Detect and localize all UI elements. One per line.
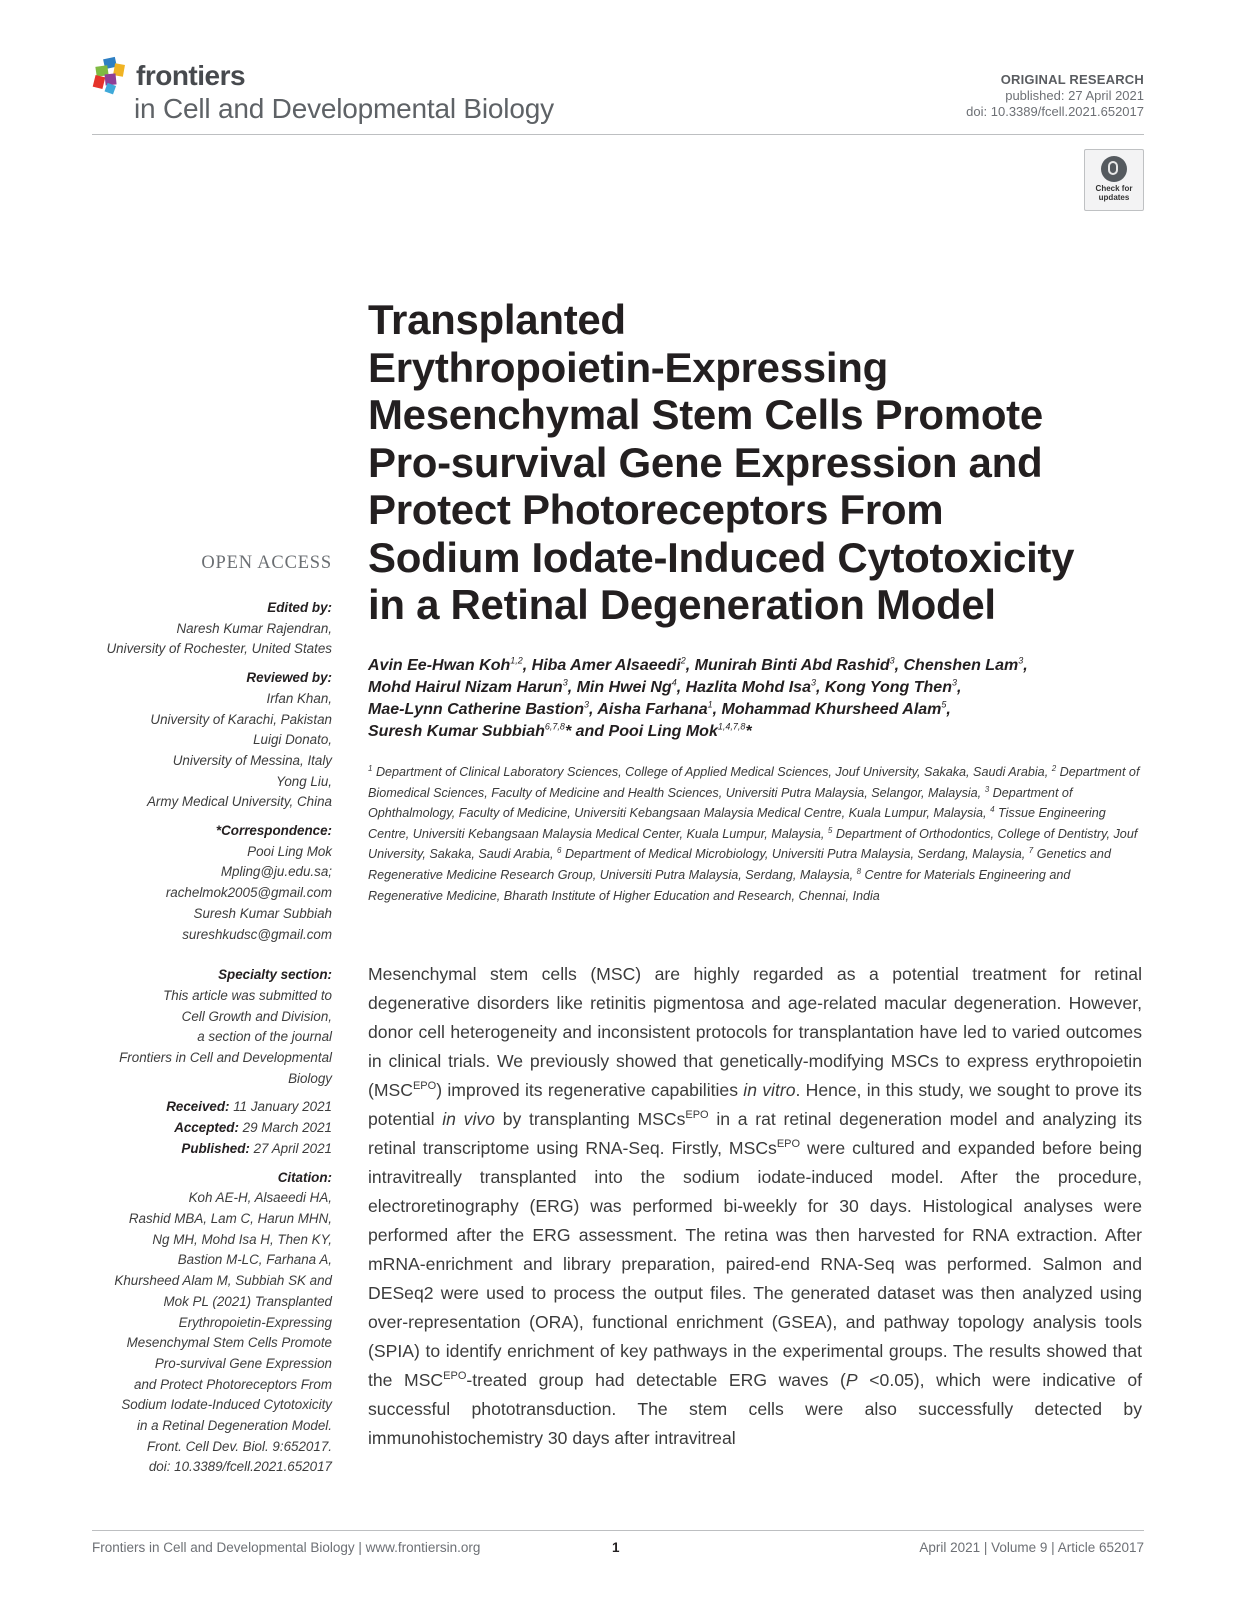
published-value: 27 April 2021 [253, 1140, 332, 1156]
affiliation-text: Department of Orthodontics, College of Dentistry, Jouf University, Sakaka, Saudi Arabia, [368, 826, 1138, 862]
affiliation-number: 7 [1028, 846, 1034, 856]
author-affiliation: 6,7,8 [544, 721, 565, 732]
specialty-line: This article was submitted to [163, 987, 332, 1003]
author-affiliation: 3 [1018, 655, 1024, 666]
citation-doi[interactable]: doi: 10.3389/fcell.2021.652017 [148, 1459, 332, 1475]
author-affiliation: 3 [951, 677, 957, 688]
reviewer-line: Luigi Donato, [253, 732, 332, 748]
page-number: 1 [612, 1540, 620, 1555]
author-separator: , [815, 679, 825, 696]
author-separator: , [956, 679, 962, 696]
edited-by-section [82, 598, 332, 660]
abstract-text: were cultured and expanded before being intravitreally transplanted into the sodium iodate-induced model. After the procedure, electroretinography (ERG) was performed bi-weekly for 30 days. Histological analyses were performed after the ERG assessment. The retina was then harvested for RNA extraction. After mRNA-enrichment and library preparation, paired-end RNA-Seq was performed. Salmon and DESeq2 were used to process the output files. The generated dataset was then analyzed using over-representation (ORA), functional enrichment (GSEA), and pathway topology analysis tools (SPIA) to identify enrichment of key pathways in the experimental groups. The results showed that the MSC [368, 1138, 1142, 1390]
specialty-label: Specialty section: [218, 967, 332, 983]
correspondence-email[interactable]: rachelmok2005@gmail.com [165, 885, 332, 901]
author-name[interactable]: Hazlita Mohd Isa [685, 679, 811, 696]
editor-line: University of Rochester, United States [106, 641, 332, 657]
article-type: ORIGINAL RESEARCH [1000, 72, 1144, 87]
author-name[interactable]: Min Hwei Ng [576, 679, 672, 696]
reviewer-line: University of Karachi, Pakistan [150, 711, 332, 727]
abstract-text: in a rat retinal degeneration model and analyzing its retinal transcriptome using RNA-Seq. Firstly, MSCs [368, 1109, 1143, 1158]
author-separator: , [894, 657, 904, 674]
italic-text: P [845, 1370, 858, 1390]
citation-line: Ng MH, Mohd Isa H, Then KY, [152, 1231, 332, 1247]
reviewer-line: Yong Liu, [276, 773, 332, 789]
received-label: Received: [166, 1099, 230, 1115]
author-separator: , [1023, 657, 1028, 674]
citation-line: Sodium Iodate-Induced Cytotoxicity [121, 1397, 332, 1413]
title-line: Protect Photoreceptors From [368, 486, 944, 533]
editor-line: Naresh Kumar Rajendran, [176, 620, 332, 636]
abstract [368, 960, 1142, 1453]
superscript: EPO [443, 1370, 467, 1383]
superscript: EPO [412, 1080, 437, 1093]
published-label: Published: [181, 1140, 250, 1156]
author-name[interactable]: Pooi Ling Mok [608, 723, 718, 740]
affiliation-number: 1 [368, 763, 373, 773]
author-name[interactable]: Mohammad Khursheed Alam [721, 701, 942, 718]
dates-section [82, 1097, 332, 1159]
author-separator: , [676, 679, 686, 696]
frontiers-logo-icon [92, 56, 132, 96]
abstract-text: ) improved its regenerative capabilities [436, 1080, 744, 1100]
reviewer-line: Army Medical University, China [146, 794, 332, 810]
superscript: EPO [776, 1138, 801, 1151]
citation-label: Citation: [277, 1169, 332, 1185]
author-name[interactable]: Suresh Kumar Subbiah [368, 723, 545, 740]
author-separator: , [685, 657, 695, 674]
author-separator: , [946, 701, 951, 718]
citation-line: Mesenchymal Stem Cells Promote [126, 1335, 332, 1351]
affiliation-text: Department of Medical Microbiology, Universiti Putra Malaysia, Serdang, Malaysia, [564, 847, 1026, 862]
abstract-text: -treated group had detectable ERG waves ( [466, 1370, 846, 1390]
crossmark-icon [1101, 156, 1127, 182]
citation-line: Erythropoietin-Expressing [178, 1314, 332, 1330]
header-divider [92, 134, 1144, 135]
author-affiliation: 4 [671, 677, 677, 688]
author-name[interactable]: Mae-Lynn Catherine Bastion [368, 701, 585, 718]
author-name[interactable]: Hiba Amer Alsaeedi [531, 657, 681, 674]
title-line: Sodium Iodate-Induced Cytotoxicity [368, 533, 1075, 581]
citation-line: in a Retinal Degeneration Model. [136, 1418, 332, 1434]
author-affiliation: 1,4,7,8 [717, 721, 746, 732]
badge-line-2: updates [1098, 193, 1130, 202]
accepted-date [82, 1118, 332, 1139]
citation-line: Front. Cell Dev. Biol. 9:652017. [146, 1438, 332, 1454]
specialty-section [82, 965, 332, 1089]
author-list [368, 655, 1148, 743]
article-title [368, 296, 1148, 629]
article-info-sidebar [82, 598, 332, 1486]
author-name[interactable]: Munirah Binti Abd Rashid [694, 657, 890, 674]
author-affiliation: 1 [707, 699, 713, 710]
spacer [82, 953, 332, 965]
title-line: in a Retinal Degeneration Model [368, 581, 996, 628]
published-date: published: 27 April 2021 [1005, 88, 1144, 103]
affiliation-number: 6 [557, 846, 562, 856]
author-affiliation: 3 [562, 677, 568, 688]
citation-line: and Protect Photoreceptors From [134, 1376, 332, 1392]
affiliation-text: Department of Ophthalmology, Faculty of Medicine, Universiti Kebangsaan Malaysia Medical Centre, Kuala Lumpur, Malaysia, [368, 785, 1073, 821]
superscript: EPO [685, 1109, 709, 1122]
affiliation-text: Department of Clinical Laboratory Sciences, College of Applied Medical Sciences, Jouf University, Sakaka, Saudi Arabia, [375, 765, 1049, 779]
open-access-label: OPEN ACCESS [201, 553, 332, 573]
affiliation-number: 2 [1051, 763, 1057, 773]
citation-line: Pro-survival Gene Expression [154, 1355, 332, 1371]
affiliations [368, 762, 1148, 906]
received-date [82, 1097, 332, 1118]
reviewer-line: University of Messina, Italy [172, 752, 332, 768]
author-affiliation: 3 [810, 677, 816, 688]
accepted-value: 29 March 2021 [242, 1120, 332, 1136]
author-separator: , [522, 657, 532, 674]
title-line: Pro-survival Gene Expression and [368, 438, 1043, 486]
specialty-line: Biology [288, 1070, 332, 1086]
correspondence-line: Suresh Kumar Subbiah [193, 905, 332, 921]
author-affiliation: 2 [680, 655, 686, 666]
journal-name: in Cell and Developmental Biology [134, 93, 554, 124]
author-affiliation: 1,2 [510, 655, 523, 666]
affiliation-number: 3 [984, 784, 990, 794]
author-separator: , [567, 679, 577, 696]
corresponding-star: * [564, 723, 572, 740]
title-line: Mesenchymal Stem Cells Promote [368, 391, 1043, 438]
author-affiliation: 5 [941, 699, 947, 710]
received-value: 11 January 2021 [233, 1099, 332, 1115]
footer-journal-link[interactable]: Frontiers in Cell and Developmental Biology | www.frontiersin.org [92, 1540, 481, 1555]
specialty-line: Cell Growth and Division, [181, 1008, 332, 1024]
author-name[interactable]: Avin Ee-Hwan Koh [368, 657, 511, 674]
author-name[interactable]: Aisha Farhana [597, 701, 708, 718]
abstract-text: <0.05), which were indicative of successful phototransduction. The stem cells were also successfully detected by immunohistochemistry 30 days after intravitreal [368, 1370, 1142, 1448]
title-line: Erythropoietin-Expressing [368, 343, 888, 391]
author-separator: , [589, 701, 598, 718]
citation-line: Bastion M-LC, Farhana A, [177, 1252, 332, 1268]
author-name[interactable]: Mohd Hairul Nizam Harun [368, 679, 563, 696]
author-name[interactable]: Kong Yong Then [824, 679, 952, 696]
title-line: Transplanted [368, 296, 626, 343]
italic-text: in vitro [743, 1080, 796, 1100]
correspondence-line: Pooi Ling Mok [247, 843, 332, 859]
accepted-label: Accepted: [174, 1120, 239, 1136]
correspondence-section [82, 821, 332, 945]
affiliation-text: Department of Biomedical Sciences, Faculty of Medicine and Health Sciences, Universiti Putra Malaysia, Selangor, Malaysia, [368, 765, 1140, 800]
italic-text: in vivo [442, 1109, 495, 1129]
author-separator: , [712, 701, 722, 718]
affiliation-number: 5 [827, 825, 833, 835]
author-affiliation: 3 [889, 655, 895, 666]
abstract-text: . Hence, in this study, we sought to prove its potential [368, 1080, 1142, 1129]
correspondence-label: *Correspondence: [215, 823, 332, 839]
author-name[interactable]: Chenshen Lam [903, 657, 1019, 674]
check-for-updates-badge[interactable] [1084, 149, 1144, 211]
affiliation-text: Genetics and Regenerative Medicine Research Group, Universiti Putra Malaysia, Serdang, Malaysia, [368, 847, 1111, 882]
doi[interactable]: doi: 10.3389/fcell.2021.652017 [966, 104, 1144, 119]
edited-by-label: Edited by: [267, 600, 332, 615]
correspondence-email[interactable]: sureshkudsc@gmail.com [182, 926, 332, 942]
brand-name: frontiers [136, 60, 246, 91]
corresponding-star: * [745, 723, 752, 740]
citation-line: Mok PL (2021) Transplanted [163, 1293, 332, 1309]
author-affiliation: 3 [584, 699, 590, 710]
affiliation-number: 4 [990, 805, 995, 814]
affiliation-number: 8 [856, 866, 862, 876]
reviewed-by-label: Reviewed by: [246, 670, 332, 686]
affiliation-text: Centre for Materials Engineering and Regenerative Medicine, Bharath Institute of Higher Education and Research, Chennai, India [368, 867, 1071, 903]
footer-divider [92, 1530, 1144, 1531]
citation-line: Rashid MBA, Lam C, Harun MHN, [128, 1210, 332, 1226]
badge-line-1: Check for [1095, 184, 1133, 193]
citation-line: Khursheed Alam M, Subbiah SK and [114, 1273, 332, 1289]
specialty-line: Frontiers in Cell and Developmental [119, 1050, 332, 1066]
specialty-line: a section of the journal [197, 1029, 332, 1045]
published-date-sidebar [82, 1139, 332, 1160]
footer-issue-info: April 2021 | Volume 9 | Article 652017 [919, 1540, 1144, 1555]
correspondence-email[interactable]: Mpling@ju.edu.sa; [220, 864, 332, 880]
citation-section [82, 1168, 332, 1479]
abstract-text: by transplanting MSCs [494, 1109, 686, 1129]
reviewer-line: Irfan Khan, [266, 690, 332, 706]
article-meta [966, 72, 1144, 120]
affiliation-text: Tissue Engineering Centre, Universiti Kebangsaan Malaysia Medical Center, Kuala Lumpur, Malaysia, [368, 806, 1106, 841]
abstract-text: Mesenchymal stem cells (MSC) are highly regarded as a potential treatment for retinal degenerative disorders like retinitis pigmentosa and age-related macular degeneration. However, donor cell heterogeneity and inconsistent protocols for transplantation have led to varied outcomes in clinical trials. We previously showed that genetically-modifying MSCs to express erythropoietin (MSC [368, 964, 1142, 1100]
author-conjunction: and [571, 723, 609, 740]
reviewed-by-section [82, 668, 332, 813]
citation-line: Koh AE-H, Alsaeedi HA, [188, 1190, 332, 1206]
